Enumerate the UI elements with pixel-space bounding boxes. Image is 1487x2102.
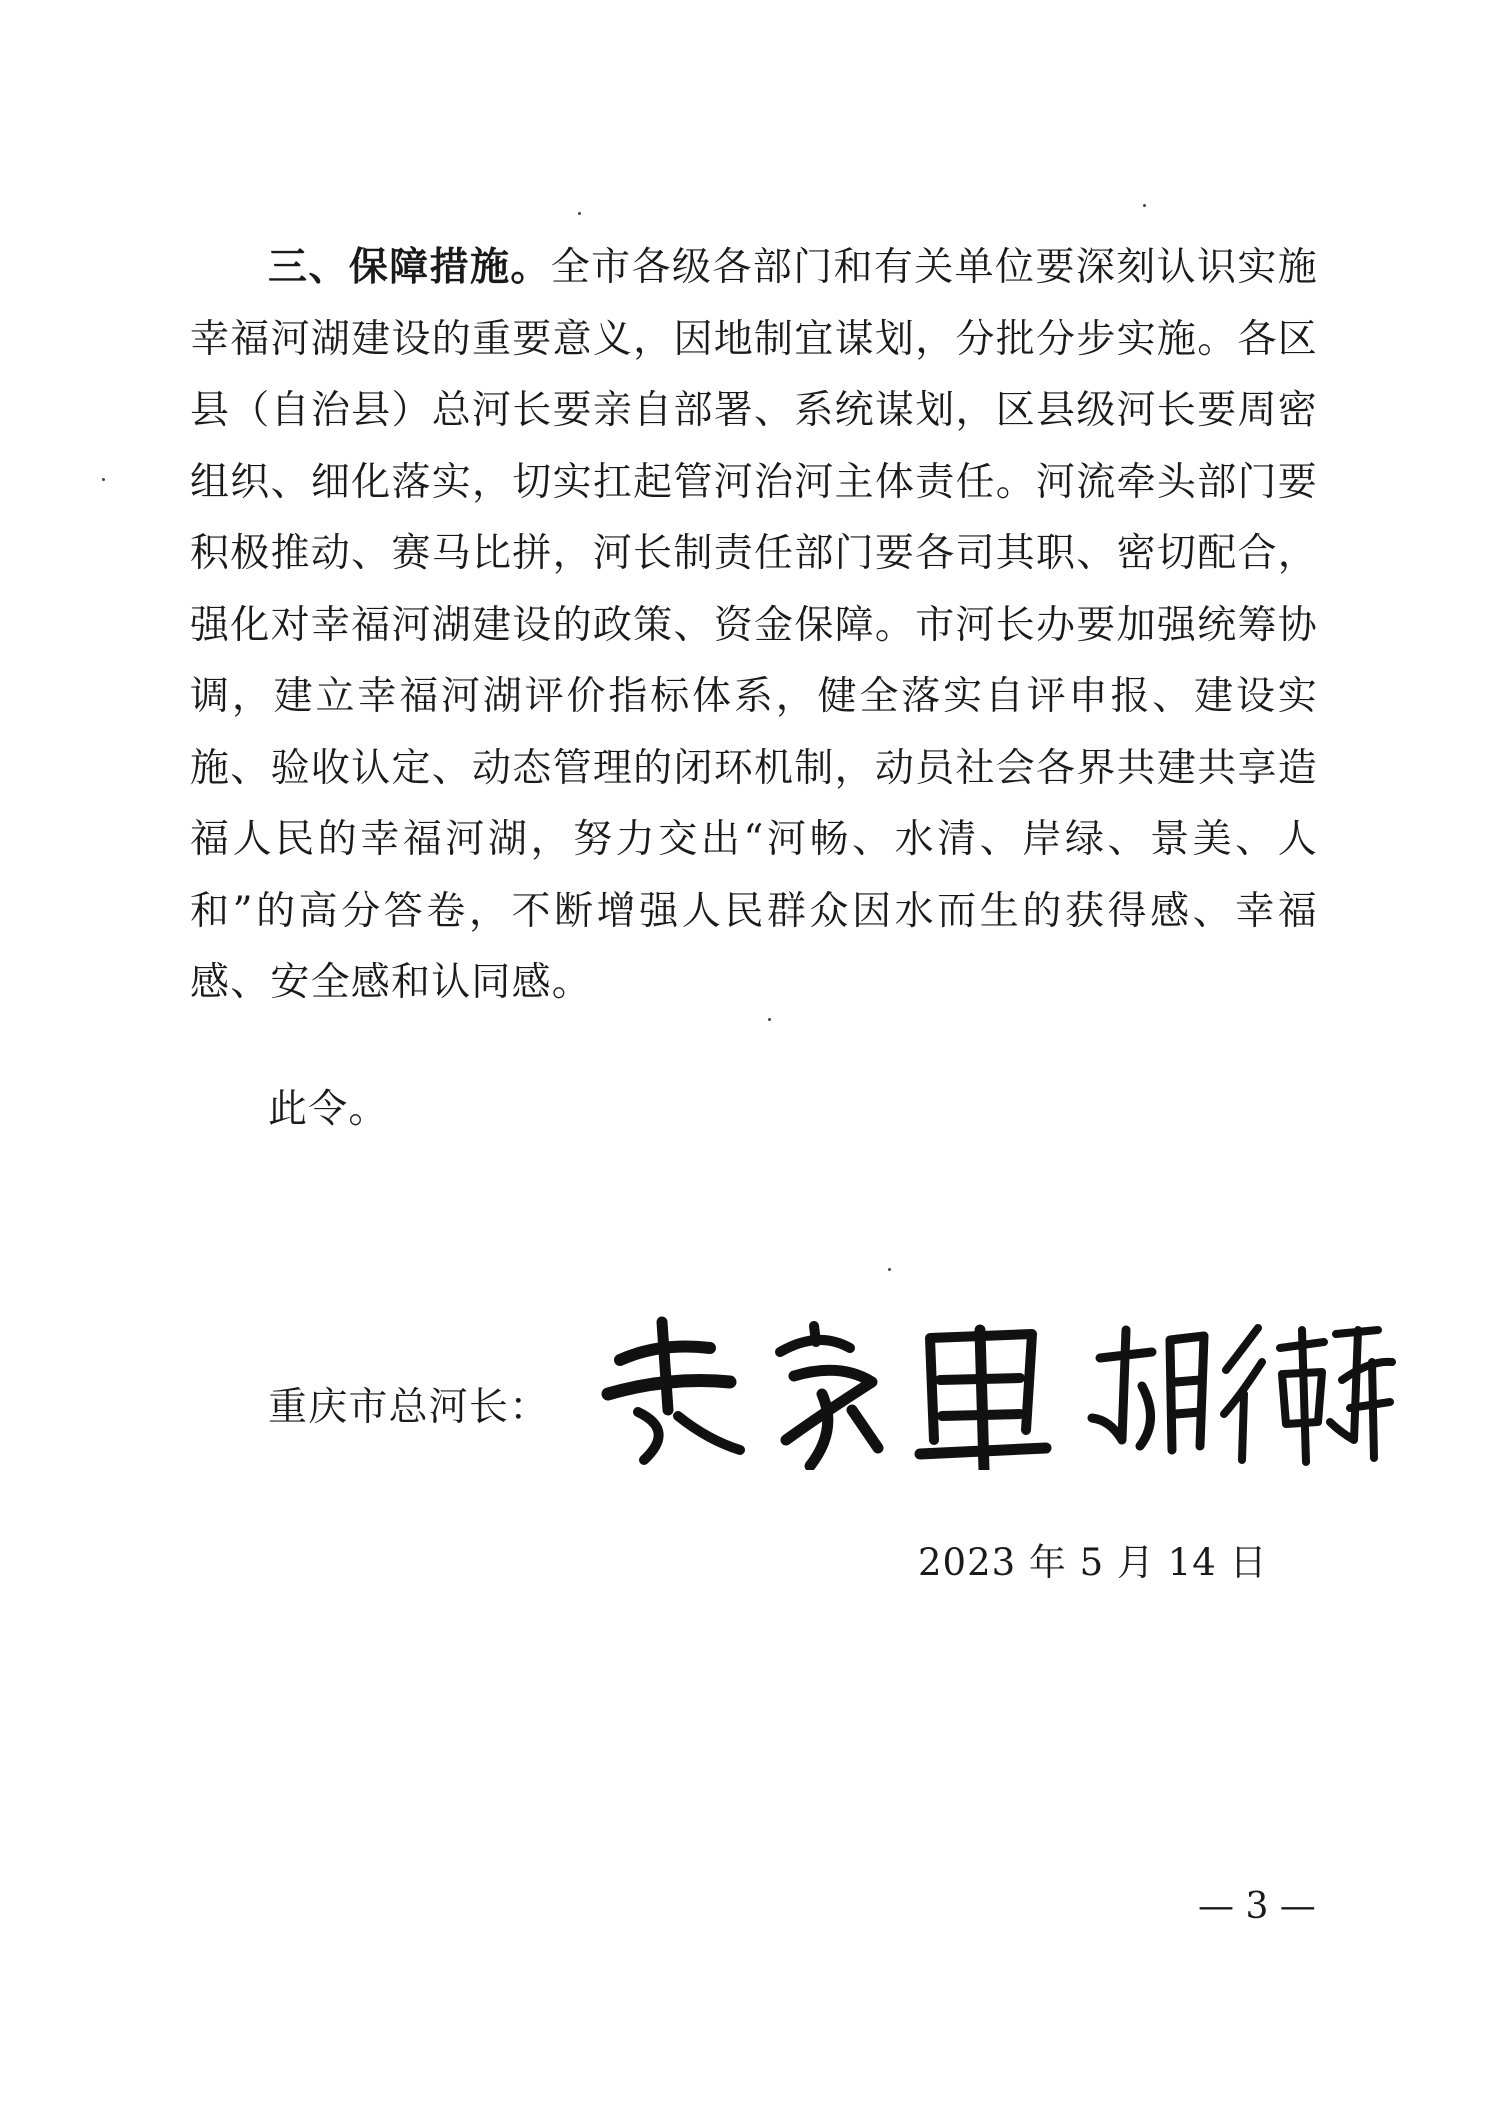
signature-2 [1092,1328,1392,1462]
document-date: 2023 年 5 月 14 日 [918,1541,1268,1584]
handwritten-signatures [580,1290,1400,1470]
scan-speck [102,478,105,481]
page-number: — 3 — [1198,1886,1316,1927]
closing-phrase: 此令。 [268,1087,389,1132]
body-paragraph [190,232,1318,1019]
scan-speck [578,212,581,215]
scan-speck [1143,204,1146,207]
section-heading: 三、保障措施。 [268,245,551,290]
signature-label: 重庆市总河长： [268,1385,550,1430]
scan-speck [888,1268,891,1271]
paragraph-text: 全市各级各部门和有关单位要深刻认识实施幸福河湖建设的重要意义，因地制宜谋划，分批分步实施。各区县（自治县）总河长要亲自部署、系统谋划，区县级河长要周密组织、细化落实，切实扛起管河治河主体责任。河流牵头部门要积极推动、赛马比拼，河长制责任部门要各司其职、密切配合，强化对幸福河湖建设的政策、资金保障。市河长办要加强统筹协调，建立幸福河湖评价指标体系，健全落实自评申报、建设实施、验收认定、动态管理的闭环机制，动员社会各界共建共享造福人民的幸福河湖，努力交出“河畅、水清、岸绿、景美、人和”的高分答卷，不断增强人民群众因水而生的获得感、幸福感、安全感和认同感。 [190,245,1318,1005]
signature-1 [608,1322,1046,1470]
